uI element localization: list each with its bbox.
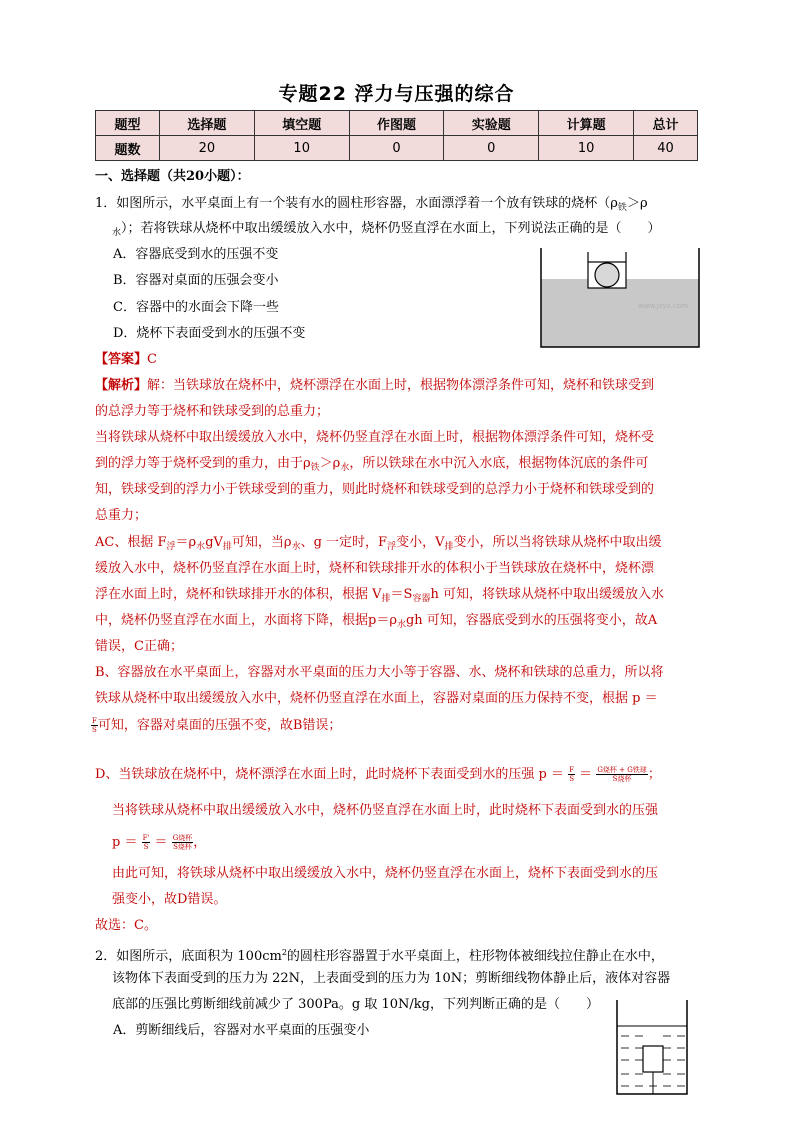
numerator: G烧杯 + G铁球	[597, 766, 647, 774]
subscript: 排	[444, 542, 454, 552]
text: D、当铁球放在烧杯中，烧杯漂浮在水面上时，此时烧杯下表面受到水的压强 p ＝	[95, 767, 565, 782]
denominator: S烧杯	[173, 843, 192, 851]
analysis-line: 缓放入水中，烧杯仍竖直浮在水面上时，烧杯和铁球排开水的体积小于当铁球放在烧杯中，烧杯漂	[95, 561, 655, 576]
analysis-line: 的总浮力等于烧杯和铁球受到的总重力；	[95, 404, 330, 419]
answer-label: 【答案】	[95, 352, 148, 367]
text: AC、根据 F	[95, 535, 167, 550]
analysis-line: 故选：C。	[95, 918, 157, 933]
subscript: 铁	[617, 203, 627, 213]
text: ＞ρ	[626, 196, 648, 211]
text: ＞ρ	[319, 456, 341, 471]
text: 浮在水面上时，烧杯和铁球排开水的体积，根据 V	[95, 587, 382, 602]
text: 变小，所以当将铁球从烧杯中取出缓	[453, 535, 662, 550]
analysis-line	[112, 834, 206, 851]
subscript: 水	[291, 542, 301, 552]
analysis-line	[95, 766, 661, 783]
q2-stem-line-1	[95, 945, 664, 965]
table-header-cell: 总计	[633, 111, 697, 136]
text: 的圆柱形容器置于水平桌面上，柱形物体被细线拉住静止在水中，	[286, 949, 664, 964]
q1-figure-container-with-cup	[538, 246, 702, 350]
analysis-line: B、容器放在水平桌面上，容器对水平桌面的压力大小等于容器、水、烧杯和铁球的总重力，所以将	[95, 665, 664, 680]
fraction	[172, 834, 194, 851]
subscript: 容器	[412, 594, 431, 604]
text: 、g 一定时，F	[300, 535, 388, 550]
table-row	[96, 136, 698, 161]
table-cell: 40	[633, 136, 697, 161]
subscript: 浮	[166, 542, 176, 552]
analysis-line: 总重力；	[95, 508, 148, 523]
numerator: F'	[142, 834, 150, 842]
analysis-line: 强变小，故D错误。	[112, 892, 227, 907]
text: 解：当铁球放在烧杯中，烧杯漂浮在水面上时，根据物体漂浮条件可知，烧杯和铁球受到	[147, 378, 655, 393]
question-summary-table	[95, 110, 698, 161]
table-header-cell: 选择题	[160, 111, 255, 136]
table-cell: 0	[349, 136, 444, 161]
analysis-line: 铁球从烧杯中取出缓缓放入水中，烧杯仍竖直浮在水面上，容器对桌面的压力保持不变，根据 p ＝	[95, 691, 658, 706]
analysis-line: 由此可知，将铁球从烧杯中取出缓缓放入水中，烧杯仍竖直浮在水面上，烧杯下表面受到水的压	[112, 866, 659, 881]
answer-value: C	[147, 352, 157, 367]
text: gV	[205, 535, 223, 550]
fraction	[91, 717, 98, 734]
fraction	[568, 766, 575, 783]
analysis-line	[95, 535, 662, 555]
page-title: 专题22 浮力与压强的综合	[278, 83, 515, 105]
text: ，所以铁球在水中沉入水底，根据物体沉底的条件可	[349, 456, 649, 471]
q1-stem-line-2	[112, 221, 661, 241]
denominator: S	[92, 726, 97, 734]
table-header-row	[96, 111, 698, 136]
text: 中，烧杯仍竖直浮在水面上，水面将下降，根据p＝ρ	[95, 613, 397, 628]
analysis-line	[95, 456, 648, 476]
table-cell: 10	[539, 136, 634, 161]
watermark: www.jzyx.com	[638, 302, 688, 310]
subscript: 水	[340, 463, 350, 473]
fraction	[142, 834, 151, 851]
q2-option-a: A．剪断细线后，容器对水平桌面的压强变小	[113, 1023, 370, 1038]
q2-stem-line-3: 底部的压强比剪断细线前减少了 300Pa。g 取 10N/kg，下列判断正确的是（ ）	[112, 997, 599, 1012]
text: 可知，容器对桌面的压强不变，故B错误；	[97, 718, 342, 733]
analysis-line: 知，铁球受到的浮力小于铁球受到的重力，则此时烧杯和铁球受到的总浮力小于烧杯和铁球受到的	[95, 482, 655, 497]
analysis-line	[95, 378, 654, 394]
table-cell: 0	[444, 136, 539, 161]
text: 2．如图所示，底面积为 100cm	[95, 949, 282, 964]
text: ；	[647, 767, 661, 782]
subscript: 铁	[310, 463, 320, 473]
superscript: 2	[281, 948, 287, 957]
text: ＝	[579, 767, 593, 782]
analysis-line: 错误，C正确；	[95, 639, 183, 654]
denominator: S	[569, 775, 574, 783]
text: 变小，V	[396, 535, 445, 550]
q1-option-c: C．容器中的水面会下降一些	[113, 300, 279, 315]
table-cell: 10	[254, 136, 349, 161]
q1-option-b: B．容器对桌面的压强会变小	[113, 273, 279, 288]
q1-answer	[95, 352, 157, 368]
analysis-line	[95, 587, 664, 607]
q2-figure-container-with-block	[615, 998, 689, 1098]
q1-option-a: A．容器底受到水的压强不变	[113, 247, 279, 262]
text: h 可知，将铁球从烧杯中取出缓缓放入水	[430, 587, 664, 602]
table-header-cell: 实验题	[444, 111, 539, 136]
text: ）；若将铁球从烧杯中取出缓缓放入水中，烧杯仍竖直浮在水面上，下列说法正确的是（ ）	[121, 221, 661, 236]
subscript: 排	[381, 594, 391, 604]
table-header-cell: 作图题	[349, 111, 444, 136]
q1-stem-line-1	[95, 196, 648, 216]
subscript: 浮	[387, 542, 397, 552]
numerator: F	[569, 766, 575, 774]
analysis-line	[95, 613, 657, 633]
analysis-line: 当将铁球从烧杯中取出缓缓放入水中，烧杯仍竖直浮在水面上时，根据物体漂浮条件可知，烧杯受	[95, 430, 655, 445]
analysis-line: 当将铁球从烧杯中取出缓缓放入水中，烧杯仍竖直浮在水面上时，此时烧杯下表面受到水的压强	[112, 803, 659, 818]
subscript: 水	[112, 228, 122, 238]
subscript: 水	[196, 542, 206, 552]
numerator: F	[92, 717, 97, 725]
text: gh 可知，容器底受到水的压强将变小，故A	[405, 613, 658, 628]
text: ＝S	[390, 587, 413, 602]
q1-option-d: D．烧杯下表面受到水的压强不变	[113, 326, 306, 341]
analysis-label: 【解析】	[95, 378, 148, 393]
text: ＝ρ	[175, 535, 197, 550]
text: ＝	[154, 835, 168, 850]
table-header-cell: 计算题	[539, 111, 634, 136]
section-heading: 一、选择题（共20小题）：	[95, 169, 250, 184]
text: 可知，当ρ	[231, 535, 292, 550]
text: 1．如图所示，水平桌面上有一个装有水的圆柱形容器，水面漂浮着一个放有铁球的烧杯（ρ	[95, 196, 618, 211]
numerator: G烧杯	[172, 834, 193, 842]
text: ，	[193, 835, 207, 850]
fraction	[596, 766, 648, 783]
water	[541, 279, 699, 347]
text: p ＝	[112, 835, 138, 850]
table-cell: 20	[160, 136, 255, 161]
subscript: 水	[396, 620, 406, 630]
block-object	[643, 1046, 663, 1072]
text: 到的浮力等于烧杯受到的重力，由于ρ	[95, 456, 311, 471]
subscript: 排	[222, 542, 232, 552]
table-cell: 题数	[96, 136, 160, 161]
denominator: S	[143, 843, 149, 851]
iron-ball	[595, 263, 619, 287]
table-header-cell: 题型	[96, 111, 160, 136]
denominator: S烧杯	[612, 775, 632, 783]
q2-stem-line-2: 该物体下表面受到的压力为 22N，上表面受到的压力为 10N；剪断细线物体静止后，液体对容器	[112, 971, 671, 986]
table-header-cell: 填空题	[254, 111, 349, 136]
analysis-line	[91, 717, 341, 734]
